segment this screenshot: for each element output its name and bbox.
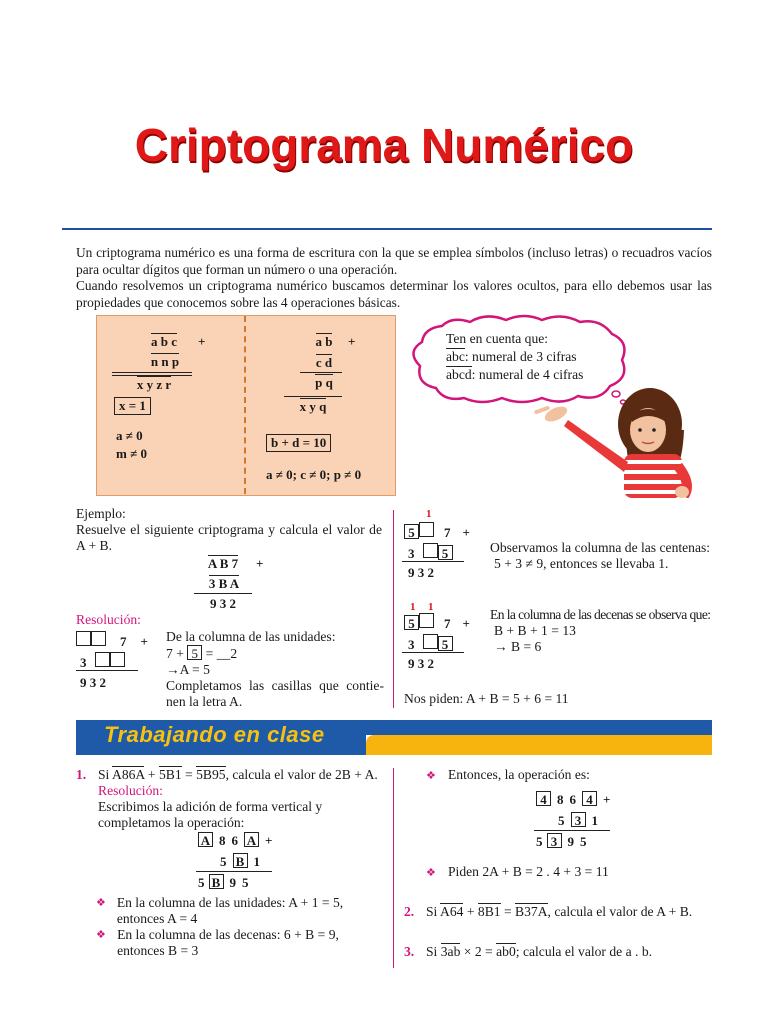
resolution-row2-digit: 3 xyxy=(80,655,87,670)
box-right-row3: p q xyxy=(315,375,333,390)
empty-cell xyxy=(423,543,438,558)
example-label: Ejemplo: xyxy=(76,506,126,521)
box-left-row3: x y z r xyxy=(136,377,172,392)
box-left-plus: + xyxy=(198,334,206,349)
problem-1-bullet-1: ❖ En la columna de las unidades: A + 1 = 5, entonces A = 4 xyxy=(96,895,344,926)
intro-paragraph-2: Cuando resolvemos un criptograma numérico buscamos determinar los valores ocultos, para ello debemos usar las propiedades que conocemos sobre las 4 operaciones básicas. xyxy=(76,278,712,310)
empty-cell xyxy=(91,631,106,646)
final-op-result: 5 3 9 5 xyxy=(536,834,587,849)
example-op-row1: A B 7 xyxy=(207,556,239,571)
box-left-cond1: a ≠ 0 xyxy=(116,428,143,443)
section-title: Trabajando en clase xyxy=(104,722,325,747)
bubble-line-2: abc: numeral de 3 cifras xyxy=(446,349,577,364)
example-text: Resuelve el siguiente criptograma y calcula el valor de A + B. xyxy=(76,522,382,553)
intro-text xyxy=(76,245,712,311)
girl-pointing-image xyxy=(532,386,702,498)
then-line: ❖ Entonces, la operación es: xyxy=(426,767,590,782)
bubble-text xyxy=(446,330,583,384)
step1-note-1: Observamos la columna de las centenas: xyxy=(490,540,711,555)
box-right-line-2 xyxy=(284,396,342,397)
empty-cell xyxy=(76,631,91,646)
examples-box-divider xyxy=(244,316,246,494)
box-left-row1: a b c xyxy=(151,334,177,349)
page-title: Criptograma Numérico xyxy=(134,119,634,171)
example-op-plus: + xyxy=(256,556,264,571)
box-right-row4: x y q xyxy=(299,399,327,414)
intro-paragraph-1: Un criptograma numérico es una forma de escritura con la que se emplea símbolos (incluso letras) o recuadros vacíos para ocultar dígitos que forman un número o una operación. xyxy=(76,245,712,277)
resolution-result: 9 3 2 xyxy=(80,675,106,690)
bullet-diamond-icon: ❖ xyxy=(426,770,436,782)
box-right-boxed: b + d = 10 xyxy=(266,434,331,452)
step1-row1: 5 7 + xyxy=(404,522,470,542)
bullet-diamond-icon: ❖ xyxy=(96,929,106,941)
units-line-1: De la columna de las unidades: xyxy=(166,629,336,644)
problem-1-op-row1: A 8 6 A + xyxy=(198,832,272,850)
resolution-plus: + xyxy=(140,634,148,649)
problem-1 xyxy=(76,767,386,831)
empty-cell xyxy=(95,652,110,667)
problem-1-statement: 1. Si A86A + 5B1 = 5B95, calcula el valor de 2B + A. xyxy=(76,767,378,782)
step1-notes xyxy=(490,540,710,572)
step2-row2: 3 5 xyxy=(408,634,453,654)
step2-line xyxy=(402,652,464,653)
step1-row2: 3 5 xyxy=(408,543,453,563)
empty-cell xyxy=(419,522,434,537)
units-explanation xyxy=(166,629,384,710)
title-rule xyxy=(62,228,712,230)
bubble-line-1: Ten en cuenta que: xyxy=(446,331,549,346)
step2-notes xyxy=(490,607,710,655)
problem-1-bullets xyxy=(96,895,386,959)
example-op-result: 9 3 2 xyxy=(210,596,236,611)
resolution-label: Resolución: xyxy=(76,612,141,627)
problem-1-op-row2: 5 B 1 xyxy=(220,854,260,869)
example-op-line xyxy=(194,593,252,594)
empty-cell xyxy=(110,652,125,667)
box-right-line-1 xyxy=(300,372,342,373)
bubble-line-3: abcd: numeral de 4 cifras xyxy=(446,367,584,382)
carry-2b: 1 xyxy=(428,601,434,613)
carry-2a: 1 xyxy=(410,601,416,613)
empty-cell xyxy=(419,613,434,628)
section-band-accent xyxy=(366,735,712,755)
bullet-diamond-icon: ❖ xyxy=(96,897,106,909)
empty-cell xyxy=(423,634,438,649)
example-op-row2: 3 B A xyxy=(208,576,240,591)
column-divider-top xyxy=(393,510,394,708)
resolution-line xyxy=(76,670,138,671)
final-op-row2: 5 3 1 xyxy=(558,813,598,828)
problem-1-bullet-2: ❖ En la columna de las decenas: 6 + B = 9, entonces B = 3 xyxy=(96,927,339,958)
units-line-4: Completamos las casillas que contie-nen la letra A. xyxy=(166,678,384,709)
problem-2: 2. Si A64 + 8B1 = B37A, calcula el valor de A + B. xyxy=(404,904,693,919)
step2-result: 9 3 2 xyxy=(408,656,434,671)
step2-note-2: B + B + 1 = 13 xyxy=(494,623,576,638)
step1-line xyxy=(402,561,464,562)
column-divider-bottom xyxy=(393,768,394,968)
step1-note-2: 5 + 3 ≠ 9, entonces se llevaba 1. xyxy=(494,556,669,571)
box-right-row1: a b xyxy=(315,334,333,349)
units-line-2: 7 + 5 = __2 xyxy=(166,646,238,661)
box-right-row2: c d xyxy=(315,355,333,370)
resolution-row1 xyxy=(76,631,148,651)
problem-3: 3. Si 3ab × 2 = ab0; calcula el valor de a . b. xyxy=(404,944,653,959)
final-op-line xyxy=(534,830,610,831)
box-left-row2: n n p xyxy=(150,354,180,369)
problem-1-desc: Escribimos la adición de forma vertical y completamos la operación: xyxy=(98,799,323,830)
units-line-3: →A = 5 xyxy=(166,662,210,677)
resolution-row2 xyxy=(80,652,125,672)
resolution-row1-digit: 7 xyxy=(120,634,127,649)
step2-note-3: → B = 6 xyxy=(494,639,542,654)
box-right-cond: a ≠ 0; c ≠ 0; p ≠ 0 xyxy=(266,467,362,482)
step2-note-1: En la columna de las decenas se observa que: xyxy=(490,607,711,622)
example-block xyxy=(76,506,382,554)
problem-1-op-result: 5 B 9 5 xyxy=(198,875,249,890)
bullet-diamond-icon: ❖ xyxy=(426,867,436,879)
box-left-boxed: x = 1 xyxy=(114,397,151,415)
box-right-plus: + xyxy=(348,334,356,349)
step2-row1: 5 7 + xyxy=(404,613,470,633)
box-left-cond2: m ≠ 0 xyxy=(116,446,147,461)
final-op-row1: 4 8 6 4 + xyxy=(536,791,610,809)
carry-1: 1 xyxy=(426,508,432,520)
box-left-sum-line xyxy=(112,372,192,373)
problem-1-resolution-label: Resolución: xyxy=(98,783,163,798)
problem-1-op-line xyxy=(196,871,272,872)
piden-line: ❖ Piden 2A + B = 2 . 4 + 3 = 11 xyxy=(426,864,609,879)
step1-result: 9 3 2 xyxy=(408,565,434,580)
final-answer: Nos piden: A + B = 5 + 6 = 11 xyxy=(404,691,569,706)
